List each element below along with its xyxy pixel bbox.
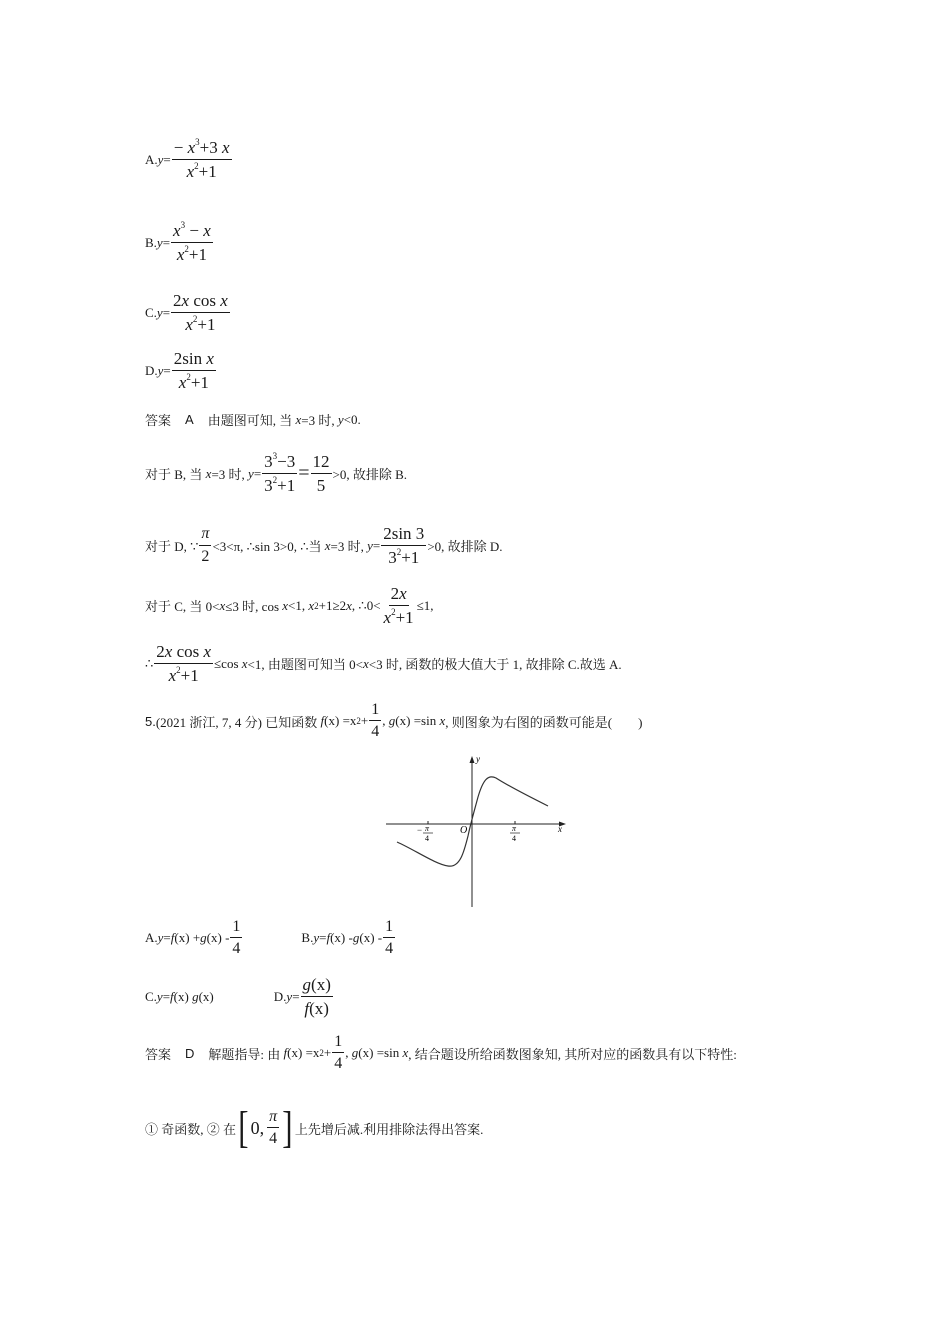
x-var: x: [185, 314, 193, 334]
question-text: =x: [342, 713, 357, 729]
y-var: y: [337, 411, 344, 427]
fraction: [369, 701, 381, 742]
x-var: x: [206, 349, 214, 368]
answer-text: =sin: [376, 1045, 400, 1061]
x-var: x: [346, 597, 352, 613]
x-var: x: [362, 655, 369, 671]
exponent: 3: [195, 137, 200, 147]
equals: =: [162, 234, 171, 250]
answer-text: , 结合题设所给函数图象知, 其所对应的函数具有以下特性:: [408, 1046, 737, 1062]
denominator-rest: +1: [395, 607, 414, 627]
base: 3: [264, 452, 273, 471]
coefficient: 2: [390, 584, 400, 603]
answer-text: <0.: [343, 411, 361, 427]
numerator-rest: −3: [277, 452, 296, 471]
y-var: y: [157, 930, 164, 946]
y-var: y: [156, 304, 163, 320]
g-arg: (x): [395, 713, 411, 729]
fraction: [311, 452, 332, 495]
question-source: (2021 浙江, 7, 4 分): [155, 714, 263, 730]
sin-text: 2sin: [173, 349, 207, 368]
x-var: x: [203, 221, 211, 240]
y-var: y: [313, 930, 320, 946]
minus-sign: -: [348, 930, 353, 946]
tick-neg-num: π: [425, 824, 430, 833]
interval-left: 0: [250, 1117, 260, 1138]
g-arg: (x): [311, 975, 331, 994]
fraction: [382, 584, 416, 627]
tick-neg-sign: −: [417, 825, 423, 835]
y-axis-arrow: [470, 756, 475, 763]
equals: =: [319, 930, 327, 946]
equals: =: [162, 304, 171, 320]
equals: =: [298, 462, 310, 485]
therefore-symbol: ∴: [145, 655, 154, 671]
denominator: [382, 606, 416, 628]
x-var: x: [295, 411, 302, 427]
answer-text: =3 时,: [301, 413, 335, 428]
option-label: A.: [145, 151, 158, 167]
equals: =: [163, 362, 171, 378]
fraction: [171, 291, 230, 334]
minus-sign: -: [377, 930, 383, 946]
f-arg: (x): [287, 1045, 303, 1061]
exponent: 2: [186, 371, 191, 382]
fraction: [383, 918, 395, 959]
analysis-text: >0, 故排除 B.: [332, 467, 408, 483]
option-label: D.: [145, 362, 158, 378]
plus-sign: +: [192, 930, 201, 946]
question-number: 5.: [145, 713, 156, 729]
y-var: y: [157, 362, 164, 378]
g-arg: (x): [198, 988, 214, 1004]
fraction: [199, 525, 211, 566]
plus-sign: +: [360, 713, 369, 729]
denominator-rest: +1: [401, 547, 420, 567]
f-var: f: [304, 998, 310, 1018]
question-text: =sin: [413, 713, 437, 729]
comma: ,: [382, 713, 386, 729]
analysis-b: [145, 452, 407, 495]
option-b: [301, 918, 396, 959]
numerator: [171, 291, 230, 313]
analysis-text: ≤1,: [416, 597, 434, 613]
fraction: [172, 349, 216, 392]
y-var: y: [367, 537, 373, 553]
analysis-text: , ∴0<: [351, 597, 381, 613]
origin-label: O: [460, 825, 468, 836]
analysis-text: <3 时, 函数的极大值大于 1, 故排除 C.故选 A.: [368, 657, 622, 673]
f-var: f: [283, 1045, 288, 1061]
analysis-c2: [145, 642, 622, 685]
option-b-prev: [145, 221, 214, 264]
denominator-rest: +1: [188, 244, 207, 264]
analysis-text: <1, 由题图可知当 0<: [247, 657, 363, 673]
x-var: x: [282, 597, 289, 613]
denominator-rest: +1: [190, 372, 209, 392]
numerator: π: [267, 1108, 279, 1128]
option-label: B.: [301, 930, 314, 946]
fraction: [381, 524, 426, 567]
equals: =: [162, 988, 171, 1004]
denominator: [386, 546, 421, 568]
tick-neg-den: 4: [425, 834, 429, 843]
x-var: x: [402, 1045, 409, 1061]
minus-sign: -: [225, 930, 230, 946]
cos-text: cos: [172, 642, 204, 661]
plus-sign: +: [323, 1045, 332, 1061]
analysis-text: +1≥2: [318, 597, 347, 613]
y-var: y: [157, 151, 164, 167]
f-var: f: [320, 713, 325, 729]
x-var: x: [173, 221, 181, 240]
answer-tag: 答案: [145, 413, 172, 428]
denominator-rest: +1: [277, 475, 296, 495]
answer-tag: 答案: [145, 1046, 172, 1062]
equals: =: [292, 988, 300, 1004]
x-var: x: [383, 607, 392, 627]
x-var: x: [220, 291, 228, 310]
answer-line-2: [145, 1103, 484, 1152]
option-c-prev: [145, 291, 231, 334]
exponent: 3: [180, 220, 186, 230]
exponent: 2: [194, 160, 199, 171]
denominator: [183, 313, 217, 335]
numerator: 1: [332, 1033, 344, 1053]
analysis-text: <1,: [288, 597, 306, 613]
question-5: 5. (2021 浙江, 7, 4 分) 已知函数 f (x) =x 2 + $\frac{1}{4}$ , g (x) =sin x , 则图象为右图的函数可能是( ): [145, 701, 643, 741]
x-var: x: [176, 244, 185, 264]
exponent: 3: [272, 451, 278, 461]
denominator: 4: [385, 940, 394, 958]
exponent: 2: [176, 664, 181, 675]
fraction: [301, 975, 333, 1018]
answer: 答案 D 解题指导: 由 f (x) =x 2 + $\frac{1}{4}$ , g (x) =sin x , 结合题设所给函数图象知, 其所对应的函数具有以下特性:: [145, 1033, 737, 1073]
x-axis-label: x: [558, 824, 562, 834]
f-arg: (x): [330, 930, 346, 946]
option-a: [145, 918, 243, 959]
analysis-text: =3 时,: [330, 539, 364, 555]
denominator-rest: +1: [197, 314, 216, 334]
answer-prev: [145, 410, 361, 429]
g-arg: (x): [206, 930, 222, 946]
minus-sign: −: [173, 138, 184, 157]
equals: =: [253, 465, 262, 481]
numerator: 1: [369, 701, 381, 721]
options-ab: [145, 918, 396, 959]
denominator-rest: +1: [180, 665, 199, 685]
g-var: g: [200, 930, 207, 946]
cos-text: cos: [189, 291, 221, 310]
x-var: x: [205, 465, 212, 481]
analysis-text: 对于 C, 当 0<: [145, 599, 220, 615]
fraction: [267, 1108, 279, 1149]
numerator: 1: [230, 918, 242, 938]
y-var: y: [156, 234, 163, 250]
analysis-d: [145, 524, 503, 567]
tick-pos-num: π: [512, 824, 517, 833]
equals: =: [372, 537, 381, 553]
x-var: x: [222, 138, 230, 157]
x-var: x: [186, 161, 195, 181]
numerator: π: [199, 525, 211, 545]
x-var: x: [164, 642, 173, 661]
x-var: x: [399, 584, 407, 603]
fraction: [171, 221, 213, 264]
option-label: D.: [273, 988, 287, 1004]
coefficient: 2: [156, 642, 165, 661]
fraction: [172, 138, 232, 181]
denominator: 4: [371, 723, 380, 741]
denominator: 4: [232, 940, 241, 958]
denominator: [262, 474, 297, 496]
denominator: 5: [316, 475, 326, 495]
left-bracket: [: [238, 1103, 249, 1152]
exponent: 2: [396, 546, 402, 557]
coefficient: 2: [173, 291, 182, 310]
x-var: x: [241, 655, 248, 671]
fraction: [230, 918, 242, 959]
analysis-text: 对于 D, ∵: [145, 539, 199, 555]
denominator: [167, 664, 201, 686]
denominator: 4: [334, 1055, 343, 1073]
denominator: 4: [269, 1130, 278, 1147]
answer-text: ① 奇函数, ② 在: [145, 1121, 237, 1137]
numerator: [389, 584, 409, 606]
analysis-text: ≤3 时, cos: [225, 599, 280, 615]
x-var: x: [178, 372, 187, 392]
x-var: x: [219, 597, 226, 613]
denominator: [175, 243, 209, 265]
base: 3: [388, 547, 397, 567]
y-var: y: [286, 988, 293, 1004]
f-var: f: [170, 988, 174, 1004]
y-axis-label: y: [476, 754, 480, 764]
fraction: [262, 452, 297, 495]
numerator: 12: [311, 452, 332, 474]
base: 3: [264, 475, 273, 495]
numerator: [262, 452, 297, 474]
denominator: [177, 371, 211, 393]
answer-letter: A: [185, 412, 194, 427]
denominator: [302, 997, 331, 1019]
numerator: [171, 221, 213, 243]
analysis-text: 对于 B, 当: [145, 467, 203, 483]
y-var: y: [156, 988, 163, 1004]
g-var: g: [302, 975, 312, 994]
numerator: 2sin 3: [381, 524, 426, 546]
x-var: x: [324, 537, 331, 553]
exponent: 2: [272, 474, 278, 485]
options-cd: [145, 975, 334, 1018]
answer-letter: D: [185, 1045, 195, 1061]
numerator: [154, 642, 213, 664]
exponent: 2: [184, 243, 189, 254]
x-var: x: [187, 138, 196, 157]
analysis-c: 对于 C, 当 0< x ≤3 时, cos x <1, x 2 +1≥2 x , ∴0< $\frac{2x}{x^2+1}$ ≤1,: [145, 584, 434, 627]
numerator: [301, 975, 333, 997]
x-var: x: [439, 713, 446, 729]
analysis-text: ≤cos: [214, 655, 239, 671]
exponent: 2: [391, 606, 396, 617]
minus-sign: −: [189, 221, 199, 240]
exponent: 2: [192, 313, 198, 324]
x-var: x: [203, 642, 212, 661]
option-label: C.: [145, 304, 157, 320]
denominator: 2: [201, 547, 210, 565]
fraction: [332, 1033, 344, 1074]
question-text: 已知函数: [265, 714, 318, 730]
fraction: [154, 642, 213, 685]
numerator: [172, 138, 232, 160]
analysis-text: =3 时,: [211, 467, 245, 483]
denominator-rest: +1: [198, 161, 217, 181]
equals: =: [163, 151, 171, 167]
right-bracket: ]: [282, 1103, 293, 1152]
g-var: g: [351, 1045, 359, 1061]
x-var: x: [181, 291, 190, 310]
option-label: A.: [145, 930, 158, 946]
x-var: x: [168, 665, 177, 685]
y-var: y: [248, 465, 254, 481]
option-c: [145, 989, 214, 1005]
f-var: f: [326, 930, 331, 946]
interval: [236, 1103, 295, 1152]
question-text: , 则图象为右图的函数可能是( ): [445, 714, 643, 730]
f-arg: (x): [324, 713, 340, 729]
comma: ,: [259, 1117, 265, 1138]
numerator: [172, 349, 216, 371]
f-arg: (x): [174, 930, 190, 946]
analysis-text: <3<π, ∴sin 3>0, ∴当: [212, 539, 322, 555]
g-arg: (x): [359, 930, 375, 946]
answer-text: 由题图可知, 当: [207, 413, 293, 428]
numerator: 1: [383, 918, 395, 938]
f-arg: (x): [309, 998, 329, 1018]
analysis-text: >0, 故排除 D.: [427, 539, 503, 555]
numerator-rest: +3: [199, 138, 218, 157]
answer-text: 上先增后减.利用排除法得出答案.: [294, 1121, 484, 1137]
g-var: g: [352, 930, 360, 946]
option-d-prev: [145, 349, 217, 392]
function-graph: [380, 752, 580, 912]
option-d: [274, 975, 334, 1018]
g-var: g: [388, 713, 396, 729]
option-label: B.: [145, 234, 157, 250]
x-var: x: [308, 597, 315, 613]
g-arg: (x): [358, 1045, 374, 1061]
comma: ,: [345, 1045, 349, 1061]
option-label: C.: [145, 988, 157, 1004]
answer-text: =x: [305, 1045, 320, 1061]
equals: =: [163, 930, 171, 946]
f-var: f: [170, 930, 175, 946]
g-var: g: [192, 988, 199, 1004]
f-arg: (x): [173, 988, 189, 1004]
tick-pos-den: 4: [512, 834, 516, 843]
denominator: [185, 160, 219, 182]
answer-text: 解题指导: 由: [208, 1046, 281, 1062]
option-a-prev: [145, 138, 233, 181]
